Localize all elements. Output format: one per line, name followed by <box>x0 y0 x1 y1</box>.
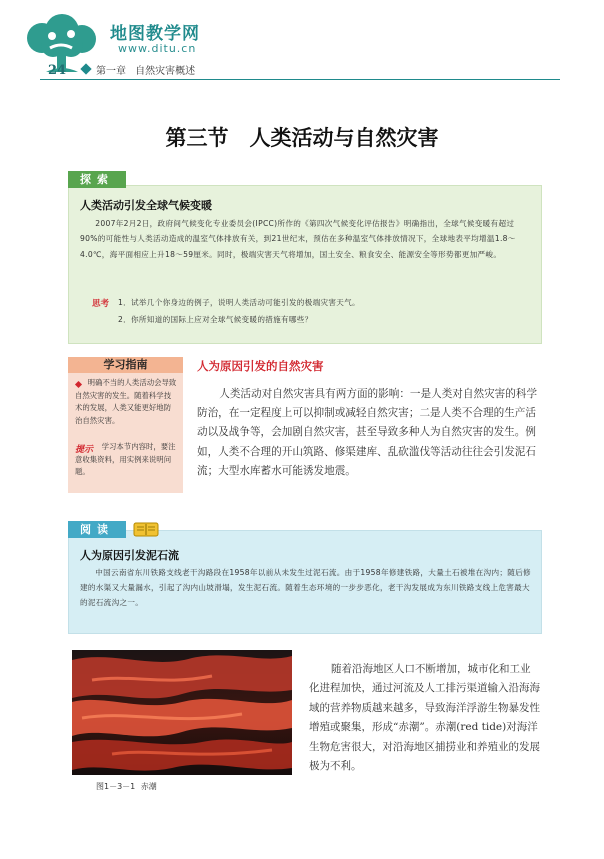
explore-heading: 人类活动引发全球气候变暖 <box>80 199 212 212</box>
hint-text: 学习本节内容时，要注意收集资料，用实例来说明问题。 <box>75 442 176 477</box>
subsection-title: 人为原因引发的自然灾害 <box>197 359 324 373</box>
think-question-1: 1．试举几个你身边的例子，说明人类活动可能引发的极端灾害天气。 <box>118 298 360 307</box>
logo-url: www.ditu.cn <box>118 42 197 55</box>
reading-tab: 阅读 <box>68 521 126 538</box>
book-icon <box>133 521 159 538</box>
explore-body: 2007年2月2日，政府间气候变化专业委员会(IPCC)所作的《第四次气候变化评估报告》明确指出，全球气候变暖有超过90%的可能性与人类活动造成的温室气体排放有关，到21世纪末，预估在多种温室气体排放情况下，全球地表平均增温1.8～4.0℃，海平面相应上升18～59厘米。同时，极端灾害天气将增加，国土安全、粮食安全、能源安全等形势都更加严峻。 <box>80 219 516 259</box>
header-divider <box>40 79 560 80</box>
chapter-title: 第一章 自然灾害概述 <box>96 66 196 77</box>
think-label: 思考 <box>92 299 110 309</box>
section-title: 第三节 人类活动与自然灾害 <box>165 125 439 150</box>
red-tide-paragraph: 随着沿海地区人口不断增加，城市化和工业化进程加快，通过河流及人工排污渠道输入沿海海域的营养物质越来越多，导致海洋浮游生物暴发性增殖或聚集，形成“赤潮”。赤潮(red tide)对海洋生物危害很大，对沿海地区捕捞业和养殖业的发展极为不利。 <box>309 663 540 773</box>
figure-caption: 图1－3－1 赤潮 <box>96 782 157 791</box>
study-guide-title: 学习指南 <box>68 357 183 373</box>
hint-label: 提示 <box>75 445 94 455</box>
explore-tab: 探索 <box>68 171 126 188</box>
reading-heading: 人为原因引发泥石流 <box>80 549 179 562</box>
red-tide-photo <box>72 650 292 775</box>
logo-title: 地图教学网 <box>110 24 200 44</box>
page-number: 24 <box>48 63 67 78</box>
study-guide-text: 明确不当的人类活动会导致自然灾害的发生。随着科学技术的发展，人类又能更好地防治自然灾害。 <box>75 378 177 426</box>
reading-body: 中国云南省东川铁路支线老干沟路段在1958年以前从未发生过泥石流。由于1958年修建铁路，大量土石被堆在沟内；随后修建的水渠又大量漏水，引起了沟内山坡滑塌，发生泥石流。随着生态环境的一步步恶化，老干沟发展成为东川铁路支线上危害最大的泥石流沟之一。 <box>80 568 531 607</box>
think-question-2: 2．你所知道的国际上应对全球气候变暖的措施有哪些？ <box>118 315 313 324</box>
subsection-paragraph: 人类活动对自然灾害具有两方面的影响：一是人类对自然灾害的科学防治，在一定程度上可以抑制或减轻自然灾害；二是人类不合理的生产活动以及战争等，会加剧自然灾害，甚至导致多种人为自然灾害的发生。例如，人类不合理的开山筑路、修渠建库、乱砍滥伐等活动往往会引发泥石流；大型水库蓄水可能诱发地震。 <box>197 388 538 477</box>
